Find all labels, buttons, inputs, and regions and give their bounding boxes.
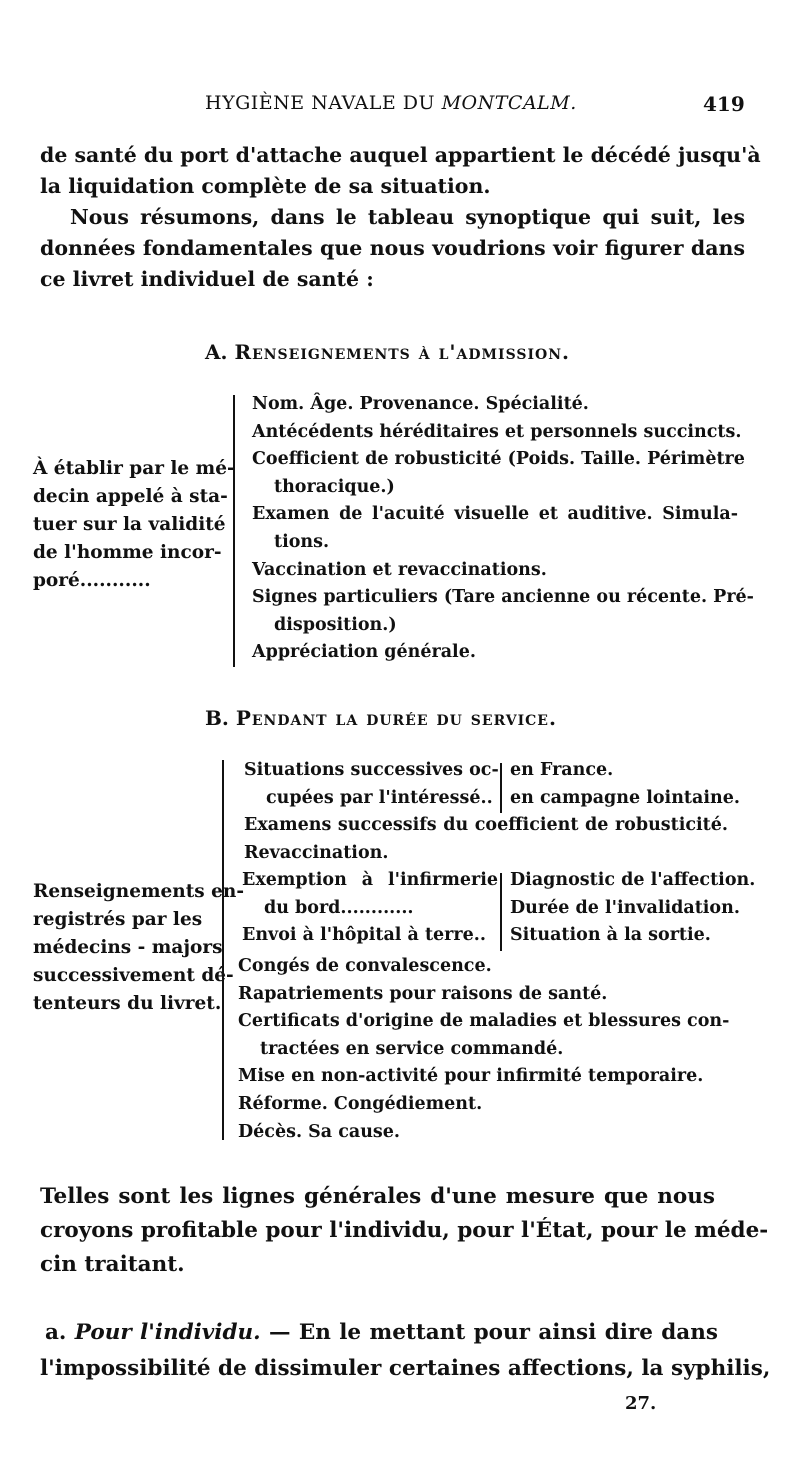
examens-block — [244, 812, 728, 867]
text-line: croyons profitable pour l'individu, pour l'État, pour le méde- — [40, 1218, 769, 1243]
section-b-label — [33, 878, 245, 1018]
text-line: ce livret individuel de santé : — [40, 267, 374, 291]
list-item: Vaccination et revaccinations. — [252, 559, 547, 580]
list-item: tions. — [274, 531, 330, 552]
exemption-details — [510, 867, 756, 950]
section-a-heading — [205, 340, 570, 364]
list-item: Durée de l'invalidation. — [510, 897, 740, 918]
exemption-block — [242, 867, 498, 950]
list-item: Diagnostic de l'affection. — [510, 870, 756, 890]
list-item: du bord............ — [264, 897, 414, 918]
list-item: Revaccination. — [244, 842, 389, 863]
label-line: tuer sur la validité — [33, 514, 226, 535]
running-head-ship: MONTCALM. — [441, 92, 577, 114]
section-a-title: Renseignements à l'admission. — [234, 340, 571, 364]
label-line: À établir par le mé- — [33, 458, 235, 479]
text-line: la liquidation complète de sa situation. — [40, 174, 491, 198]
list-item: Antécédents héréditaires et personnels succincts. — [252, 421, 742, 442]
list-item: Situation à la sortie. — [510, 925, 711, 946]
situations-where — [510, 757, 740, 812]
label-line: successivement dé- — [33, 965, 234, 986]
conclusion-paragraph — [40, 1180, 769, 1282]
label-line: poré........... — [33, 570, 151, 591]
para-a-letter: a. — [45, 1320, 67, 1345]
signature-mark: 27. — [625, 1393, 657, 1414]
list-item: cupées par l'intéressé.. — [266, 787, 493, 808]
list-item: Réforme. Congédiement. — [238, 1093, 483, 1114]
list-item: Rapatriements pour raisons de santé. — [238, 983, 608, 1004]
list-item: tractées en service commandé. — [260, 1038, 564, 1059]
para-a — [40, 1315, 771, 1387]
section-b-letter: B. — [205, 706, 229, 730]
para-a-text: — En le mettant pour ainsi dire dans — [269, 1320, 718, 1345]
label-line: tenteurs du livret. — [33, 993, 222, 1014]
list-item: Coefficient de robusticité (Poids. Taille. Périmètre — [252, 449, 745, 470]
list-item: Envoi à l'hôpital à terre.. — [242, 925, 486, 946]
text-line — [40, 1315, 718, 1351]
list-item: en campagne lointaine. — [510, 787, 740, 808]
list-item: Examens successifs du coefficient de robusticité. — [244, 815, 728, 835]
list-item: Examen de l'acuité visuelle et auditive. Simula- — [252, 504, 738, 525]
label-line: registrés par les — [33, 909, 203, 930]
list-item: Signes particuliers (Tare ancienne ou récente. Pré- — [252, 587, 754, 608]
list-item: Certificats d'origine de maladies et blessures con- — [238, 1011, 730, 1032]
text-line: Nous résumons, dans le tableau synoptique qui suit, les — [70, 205, 745, 229]
para-a-title: Pour l'individu. — [74, 1320, 261, 1345]
list-item: Mise en non-activité pour infirmité temporaire. — [238, 1066, 704, 1087]
list-item: Nom. Âge. Provenance. Spécialité. — [252, 394, 589, 414]
text-line: cin traitant. — [40, 1252, 185, 1277]
section-b-heading — [205, 706, 557, 730]
section-a-items — [252, 391, 754, 667]
list-item: en France. — [510, 760, 614, 780]
page-number: 419 — [703, 92, 745, 116]
text-line: données fondamentales que nous voudrions voir figurer dans — [40, 236, 745, 260]
situations-brace — [500, 763, 502, 813]
section-b-title: Pendant la durée du service. — [235, 706, 557, 730]
section-b-brace — [222, 760, 224, 1140]
section-b-items — [238, 953, 730, 1146]
situations-block — [244, 757, 499, 812]
running-head — [205, 92, 577, 114]
list-item: Exemption à l'infirmerie — [242, 870, 498, 890]
section-a-letter: A. — [205, 340, 228, 364]
section-a-brace — [233, 395, 235, 667]
list-item: thoracique.) — [274, 476, 395, 497]
section-a-label — [33, 455, 235, 595]
list-item: Décès. Sa cause. — [238, 1121, 401, 1142]
text-line: de santé du port d'attache auquel appartient le décédé jusqu'à — [40, 143, 761, 167]
label-line: decin appelé à sta- — [33, 486, 228, 507]
exemption-brace — [500, 873, 502, 951]
list-item: Appréciation générale. — [252, 642, 476, 663]
list-item: Situations successives oc- — [244, 760, 499, 780]
label-line: de l'homme incor- — [33, 542, 222, 563]
text-line: l'impossibilité de dissimuler certaines affections, la syphilis, — [40, 1356, 771, 1381]
intro-paragraph — [40, 140, 761, 295]
text-line: Telles sont les lignes générales d'une mesure que nous — [40, 1184, 715, 1209]
label-line: Renseignements en- — [33, 881, 245, 902]
running-head-prefix: HYGIÈNE NAVALE DU — [205, 92, 436, 114]
label-line: médecins - majors — [33, 937, 223, 958]
list-item: disposition.) — [274, 614, 397, 635]
list-item: Congés de convalescence. — [238, 956, 492, 976]
